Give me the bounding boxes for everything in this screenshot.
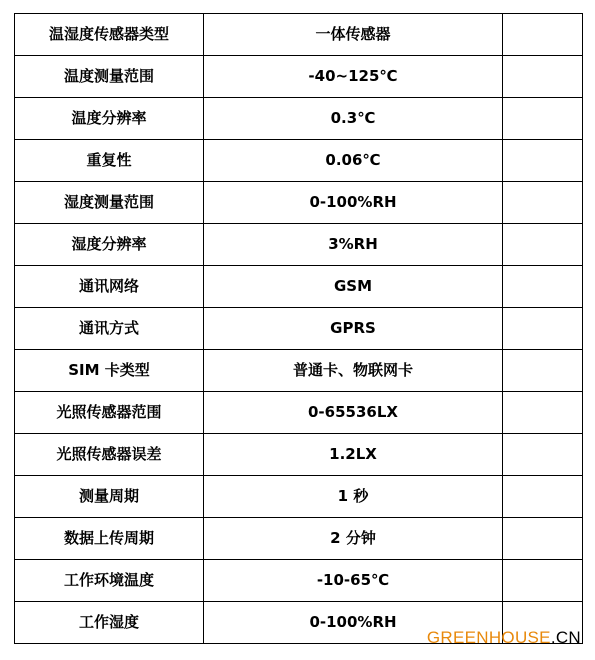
param-cell: 重复性 bbox=[15, 140, 204, 182]
value-cell: 0.06℃ bbox=[204, 140, 503, 182]
table-row bbox=[15, 56, 583, 98]
extra-cell bbox=[503, 476, 583, 518]
extra-cell bbox=[503, 14, 583, 56]
value-cell: 3%RH bbox=[204, 224, 503, 266]
param-cell: 光照传感器误差 bbox=[15, 434, 204, 476]
value-cell: 普通卡、物联网卡 bbox=[204, 350, 503, 392]
value-cell: -10-65℃ bbox=[204, 560, 503, 602]
value-cell: 0.3℃ bbox=[204, 98, 503, 140]
param-cell: 湿度测量范围 bbox=[15, 182, 204, 224]
param-cell: 湿度分辨率 bbox=[15, 224, 204, 266]
table-row bbox=[15, 266, 583, 308]
table-row bbox=[15, 308, 583, 350]
value-cell: 一体传感器 bbox=[204, 14, 503, 56]
extra-cell bbox=[503, 560, 583, 602]
table-row bbox=[15, 392, 583, 434]
extra-cell bbox=[503, 308, 583, 350]
param-cell: 数据上传周期 bbox=[15, 518, 204, 560]
param-cell: 测量周期 bbox=[15, 476, 204, 518]
value-cell: 0-65536LX bbox=[204, 392, 503, 434]
table-row bbox=[15, 224, 583, 266]
watermark-main-text: GREENHOUSE bbox=[426, 628, 551, 647]
extra-cell bbox=[503, 392, 583, 434]
value-cell: 1.2LX bbox=[204, 434, 503, 476]
param-cell: 温湿度传感器类型 bbox=[15, 14, 204, 56]
value-cell: 0-100%RH bbox=[204, 602, 503, 644]
value-cell: 1 秒 bbox=[204, 476, 503, 518]
table-row bbox=[15, 140, 583, 182]
table-row bbox=[15, 560, 583, 602]
watermark-tld-text: .CN bbox=[550, 628, 581, 647]
extra-cell bbox=[503, 98, 583, 140]
table-row bbox=[15, 98, 583, 140]
extra-cell bbox=[503, 182, 583, 224]
value-cell: GSM bbox=[204, 266, 503, 308]
table-row bbox=[15, 14, 583, 56]
param-cell: 通讯方式 bbox=[15, 308, 204, 350]
spec-table-body bbox=[15, 14, 583, 644]
value-cell: 2 分钟 bbox=[204, 518, 503, 560]
site-watermark bbox=[427, 629, 581, 646]
param-cell: 通讯网络 bbox=[15, 266, 204, 308]
extra-cell bbox=[503, 56, 583, 98]
extra-cell bbox=[503, 224, 583, 266]
param-cell: 光照传感器范围 bbox=[15, 392, 204, 434]
param-cell: 温度分辨率 bbox=[15, 98, 204, 140]
table-row bbox=[15, 518, 583, 560]
extra-cell bbox=[503, 266, 583, 308]
extra-cell bbox=[503, 350, 583, 392]
table-row bbox=[15, 350, 583, 392]
extra-cell bbox=[503, 434, 583, 476]
extra-cell bbox=[503, 518, 583, 560]
param-cell: 工作湿度 bbox=[15, 602, 204, 644]
param-cell: 工作环境温度 bbox=[15, 560, 204, 602]
spec-table bbox=[14, 13, 583, 644]
table-row bbox=[15, 182, 583, 224]
param-cell: 温度测量范围 bbox=[15, 56, 204, 98]
extra-cell bbox=[503, 140, 583, 182]
table-row bbox=[15, 434, 583, 476]
param-cell: SIM 卡类型 bbox=[15, 350, 204, 392]
value-cell: -40~125℃ bbox=[204, 56, 503, 98]
table-row bbox=[15, 476, 583, 518]
value-cell: GPRS bbox=[204, 308, 503, 350]
value-cell: 0-100%RH bbox=[204, 182, 503, 224]
